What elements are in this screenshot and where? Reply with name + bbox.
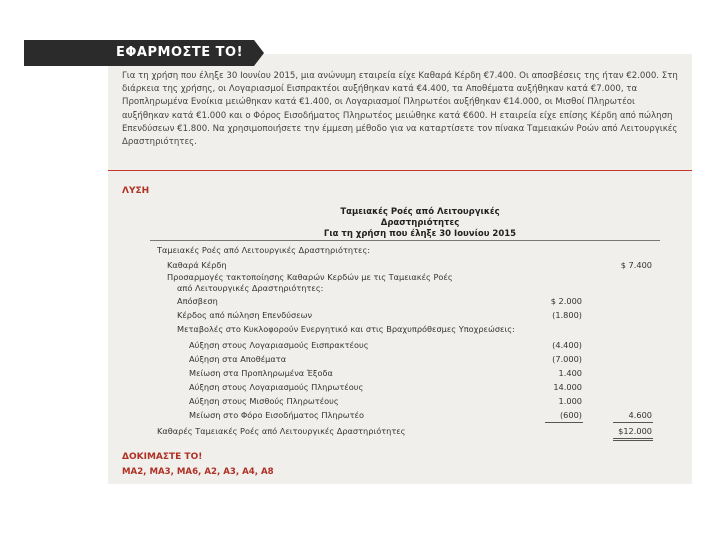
change-label-payables: Αύξηση στους Λογαριασμούς Πληρωτέους [189,382,364,392]
adjustments-underline [613,422,653,423]
change-value-receivables: (4.400) [552,340,582,350]
statement-title [300,207,540,240]
changes-heading: Μεταβολές στο Κυκλοφορούν Ενεργητικό και στις Βραχυπρόθεσμες Υποχρεώσεις: [177,324,515,334]
change-label-salaries: Αύξηση στους Μισθούς Πληρωτέους [189,396,339,406]
change-label-prepaid: Μείωση στα Προπληρωμένα Έξοδα [189,368,333,378]
change-value-payables: 14.000 [553,382,582,392]
subtotal-underline [545,422,583,423]
change-label-income-tax: Μείωση στο Φόρο Εισοδήματος Πληρωτέο [189,410,364,420]
practice-heading: ΔΟΚΙΜΑΣΤΕ ΤΟ! [122,452,203,462]
change-value-salaries: 1.000 [558,396,582,406]
statement-title-line2: Δραστηριότητες [380,218,460,228]
statement-title-line1: Ταμειακές Ροές από Λειτουργικές [340,207,500,217]
apply-it-banner [24,40,264,66]
change-label-receivables: Αύξηση στους Λογαριασμούς Εισπρακτέους [189,340,369,350]
adjustments-total-value: 4.600 [628,410,652,420]
statement-title-line3: Για τη χρήση που έληξε 30 Ιουνίου 2015 [323,229,517,239]
depreciation-value: $ 2.000 [550,296,582,306]
banner-title: ΕΦΑΡΜΟΣΤΕ ΤΟ! [116,45,244,60]
total-double-underline-2 [613,440,653,441]
change-label-inventory: Αύξηση στα Αποθέματα [189,354,287,364]
investment-gain-value: (1.800) [552,310,582,320]
exercise-text: Για τη χρήση που έληξε 30 Ιουνίου 2015, μια ανώνυμη εταιρεία είχε Καθαρά Κέρδη €7.400. Οι αποσβέσεις της ήταν €2.000. Στη διάρκεια της χρήσης, οι Λογαριασμοί Εισπρακτέοι αυξήθηκαν κατά €4.400, τα Αποθέματα αυξήθηκαν κατά €7.000, τα Προπληρωμένα Ενοίκια μειώθηκαν κατά €1.400, οι Λογαριασμοί Πληρωτέοι αυξήθηκαν €14.000, οι Μισθοί Πληρωτέοι αυξήθηκαν κατά €1.000 και ο Φόρος Εισοδήματος Πληρωτέος μειώθηκε κατά €600. Η εταιρεία είχε επίσης Κέρδη από πώληση Επενδύσεων €1.800. Να χρησιμοποιήσετε την έμμεση μέθοδο για να καταρτίσετε τον πίνακα Ταμειακών Ροών από Λειτουργικές Δραστηριότητες. [122,71,678,148]
net-income-value: $ 7.400 [620,260,652,270]
solution-heading: ΛΥΣΗ [122,186,150,196]
statement-top-rule [150,240,660,241]
adjustments-line2: από Λειτουργικές Δραστηριότητες: [177,283,324,293]
change-value-inventory: (7.000) [552,354,582,364]
net-cash-value: $12.000 [618,426,652,436]
depreciation-label: Απόσβεση [177,296,218,306]
total-double-underline-1 [613,438,653,439]
change-value-income-tax: (600) [559,410,582,420]
change-value-prepaid: 1.400 [558,368,582,378]
net-cash-label: Καθαρές Ταμειακές Ροές από Λειτουργικές Δραστηριότητες [157,426,406,436]
adjustments-line1: Προσαρμογές τακτοποίησης Καθαρών Κερδών με τις Ταμειακές Ροές [167,272,453,282]
section-heading: Ταμειακές Ροές από Λειτουργικές Δραστηριότητες: [157,245,371,255]
section-divider [108,170,692,171]
practice-exercises: ΜΑ2, ΜΑ3, ΜΑ6, Α2, Α3, Α4, Α8 [122,467,274,477]
investment-gain-label: Κέρδος από πώληση Επενδύσεων [177,310,313,320]
net-income-label: Καθαρά Κέρδη [167,260,227,270]
